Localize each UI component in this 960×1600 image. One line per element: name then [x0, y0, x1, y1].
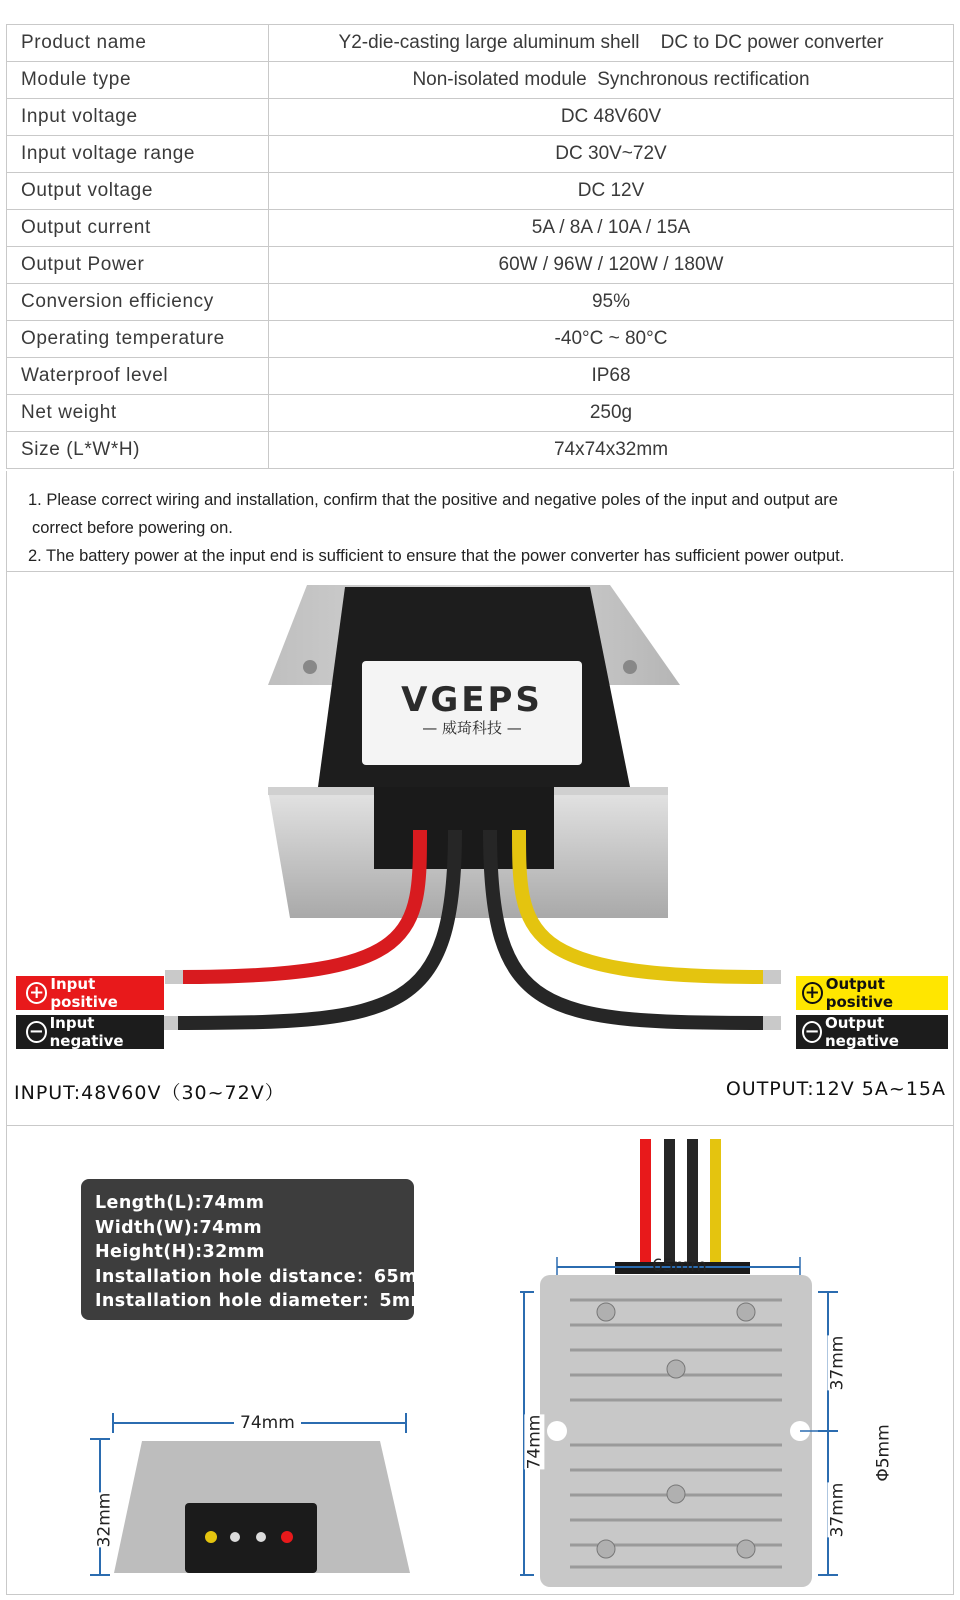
note-text-continued: correct before powering on.: [32, 519, 233, 537]
terminal-block: [374, 787, 554, 869]
hole-distance-text: Installation hole distance：65mm: [95, 1266, 437, 1287]
note-text: The battery power at the input end is sufficient to ensure that the power converter has sufficient power output.: [41, 547, 845, 565]
spec-label: Output Power: [7, 247, 269, 284]
front-width-label: 74mm: [234, 1413, 301, 1433]
minus-icon: −: [802, 1021, 822, 1043]
spec-row: [7, 136, 954, 173]
half-lower-label: 37mm: [827, 1482, 848, 1538]
spec-value: 95%: [269, 284, 954, 321]
top-hole-distance-label: 65mm: [652, 1256, 707, 1276]
output-negative-label: [796, 1015, 948, 1049]
input-positive-text: Input positive: [50, 975, 118, 1011]
spec-value: 74x74x32mm: [269, 432, 954, 469]
spec-value: Non-isolated module Synchronous rectification: [269, 62, 954, 99]
spec-value: DC 30V~72V: [269, 136, 954, 173]
spec-row: [7, 432, 954, 469]
front-height-label: 32mm: [94, 1492, 115, 1548]
spec-label: Input voltage: [7, 99, 269, 136]
spec-table: [6, 24, 954, 469]
output-spec: OUTPUT:12V 5A~15A: [725, 1078, 946, 1100]
terminal-yellow: [205, 1531, 217, 1543]
spec-label: Product name: [7, 25, 269, 62]
note-text: Please correct wiring and installation, confirm that the positive and negative poles of the input and output are: [41, 491, 838, 509]
spec-value: IP68: [269, 358, 954, 395]
spec-value: DC 48V60V: [269, 99, 954, 136]
input-negative-label: [16, 1015, 164, 1049]
plus-icon: +: [802, 982, 823, 1004]
note-item: [28, 542, 943, 570]
spec-table-body: [7, 25, 954, 469]
width-text: Width(W):74mm: [95, 1217, 262, 1238]
mount-hole-left: [547, 1421, 567, 1441]
hole-diameter-text: Installation hole diameter：5mm: [95, 1291, 430, 1311]
spec-row: [7, 247, 954, 284]
spec-row: [7, 358, 954, 395]
spec-value: 60W / 96W / 120W / 180W: [269, 247, 954, 284]
top-view-drawing: [520, 1135, 880, 1595]
output-positive-text: Output positive: [825, 975, 894, 1011]
spec-row: [7, 99, 954, 136]
note-number: 2.: [28, 547, 42, 565]
terminal-red: [281, 1531, 293, 1543]
plus-icon: +: [26, 982, 47, 1004]
spec-label: Input voltage range: [7, 136, 269, 173]
spec-label: Conversion efficiency: [7, 284, 269, 321]
input-negative-text: Input negative: [49, 1014, 124, 1050]
spec-row: [7, 62, 954, 99]
spec-value: DC 12V: [269, 173, 954, 210]
minus-icon: −: [26, 1021, 47, 1043]
spec-value: -40°C ~ 80°C: [269, 321, 954, 358]
input-spec: INPUT:48V60V（30~72V）: [14, 1082, 285, 1104]
hole-diameter-label: Φ5mm: [873, 1424, 894, 1482]
spec-label: Output voltage: [7, 173, 269, 210]
note-item: [28, 486, 943, 542]
spec-row: [7, 173, 954, 210]
output-positive-label: [796, 976, 948, 1010]
length-text: Length(L):74mm: [95, 1193, 265, 1213]
terminal-black: [230, 1532, 240, 1542]
top-length-label: 74mm: [524, 1414, 545, 1470]
brand-subtitle: — 威琦科技 —: [422, 719, 522, 737]
spec-row: [7, 210, 954, 247]
terminal-black: [256, 1532, 266, 1542]
dimensions-info-box: [81, 1179, 437, 1320]
input-positive-label: [16, 976, 164, 1010]
spec-label: Output current: [7, 210, 269, 247]
spec-row: [7, 284, 954, 321]
brand-name: VGEPS: [401, 680, 543, 720]
spec-label: Module type: [7, 62, 269, 99]
mount-hole: [303, 660, 317, 674]
spec-row: [7, 25, 954, 62]
spec-label: Size (L*W*H): [7, 432, 269, 469]
spec-row: [7, 321, 954, 358]
half-upper-label: 37mm: [827, 1335, 848, 1391]
case-top-view: [540, 1275, 812, 1587]
terminal-face: [185, 1503, 317, 1573]
spec-value: 250g: [269, 395, 954, 432]
spec-label: Operating temperature: [7, 321, 269, 358]
mount-hole: [623, 660, 637, 674]
spec-value: Y2-die-casting large aluminum shell DC to DC power converter: [269, 25, 954, 62]
spec-row: [7, 395, 954, 432]
spec-label: Waterproof level: [7, 358, 269, 395]
spec-value: 5A / 8A / 10A / 15A: [269, 210, 954, 247]
output-negative-text: Output negative: [825, 1014, 899, 1050]
height-text: Height(H):32mm: [95, 1242, 265, 1262]
installation-notes: [28, 486, 943, 570]
spec-label: Net weight: [7, 395, 269, 432]
note-number: 1.: [28, 491, 42, 509]
